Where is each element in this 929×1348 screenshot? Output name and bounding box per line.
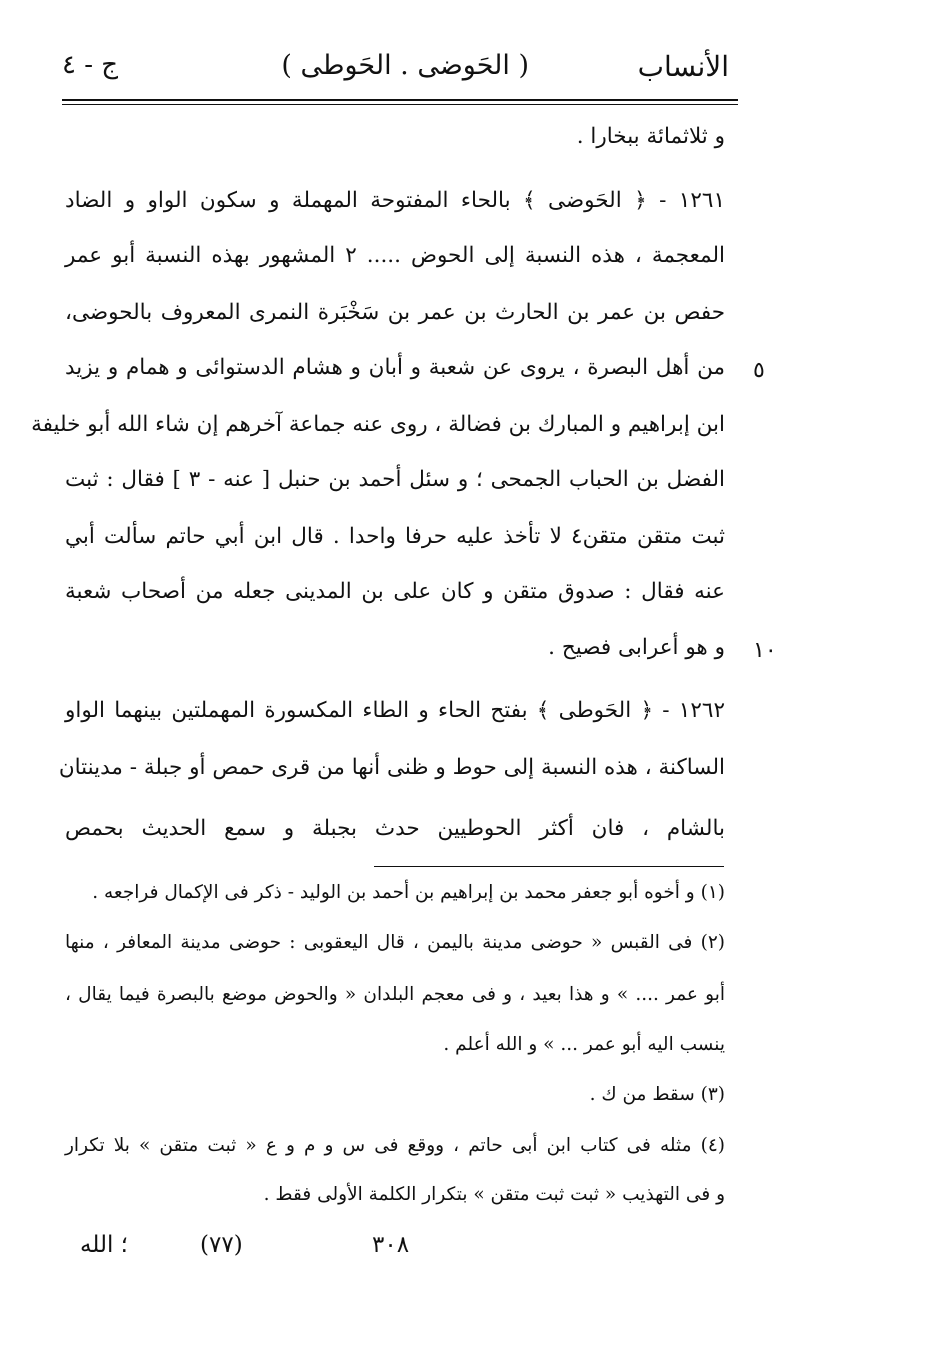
footnote-4-line-1: (٤) مثله فى كتاب ابن أبى حاتم ، ووقع فى س و م و ع « ثبت متقن » بلا تكرار [65, 1135, 725, 1156]
text-line-11: ١٢٦٢ - ﴿ الحَوطى ﴾ بفتح الحاء و الطاء المكسورة المهملتين بينهما الواو [65, 698, 725, 723]
running-header-book-title: الأنساب [637, 50, 729, 83]
running-header-volume: ج - ٤ [62, 50, 119, 80]
line-number-10: ١٠ [753, 638, 777, 663]
text-line-12: الساكنة ، هذه النسبة إلى حوط و ظنى أنها من قرى حمص أو جبلة - مدينتان [58, 755, 725, 780]
footnote-2-line-1: (٢) فى القبس « حوضى مدينة باليمن ، قال اليعقوبى : حوضى مدينة المعافر ، منها [65, 932, 725, 953]
text-line-4: حفص بن عمر بن الحارث بن عمر بن سَخْبَرة النمرى المعروف بالحوضى، [65, 300, 725, 325]
page-number: ٣٠٨ [372, 1232, 410, 1258]
footnote-2-line-2: أبو عمر .... » و هذا بعيد ، و فى معجم البلدان « والحوض موضع بالبصرة فيما يقال ، [65, 984, 725, 1005]
line-number-5: ٥ [753, 358, 765, 383]
footer-mark: ؛ الله [80, 1232, 128, 1258]
footnote-separator [374, 866, 724, 867]
footnote-4-line-2: و فى التهذيب « ثبت ثبت متقن » بتكرار الكلمة الأولى فقط . [263, 1184, 725, 1205]
footnote-1: (١) و أخوه أبو جعفر محمد بن إبراهيم بن أحمد بن الوليد - ذكر فى الإكمال فراجعه . [92, 882, 725, 903]
header-rule-thick [62, 99, 738, 101]
text-line-5: من أهل البصرة ، يروى عن شعبة و أبان و هشام الدستوائى و همام و يزيد [65, 355, 725, 380]
footer-signature: (٧٧) [200, 1232, 243, 1258]
footnote-3: (٣) سقط من ك . [589, 1084, 725, 1105]
footnote-2-line-3: ينسب اليه أبو عمر ... » و الله أعلم . [443, 1034, 725, 1055]
text-line-10: و هو أعرابى فصيح . [548, 635, 725, 660]
text-line-8: ثبت متقن متقن٤ لا تأخذ عليه حرفا واحدا . قال ابن أبي حاتم سألت أبي [65, 524, 725, 549]
text-line-13: بالشام ، فان أكثر الحوطيين حدث بجبلة و سمع الحديث بحمص [65, 816, 725, 841]
text-line-7: الفضل بن الحباب الجمحى ؛ و سئل أحمد بن حنبل [ عنه - ٣ ] فقال : ثبت [65, 467, 725, 492]
header-rule-thin [62, 104, 738, 105]
text-line-3: المعجمة ، هذه النسبة إلى الحوض ..... ٢ المشهور بهذه النسبة أبو عمر [65, 243, 725, 268]
text-line-6: ابن إبراهيم و المبارك بن فضالة ، روى عنه جماعة آخرهم إن شاء الله أبو خليفة [31, 412, 725, 437]
running-header-entries: ( الحَوضى . الحَوطى ) [281, 50, 529, 81]
text-line-2: ١٢٦١ - ﴿ الحَوضى ﴾ بالحاء المفتوحة المهملة و سكون الواو و الضاد [65, 188, 725, 213]
text-line-1: و ثلاثمائة ببخارا . [576, 124, 725, 149]
text-line-9: عنه فقال : صدوق متقن و كان على بن المدينى جعله من أصحاب شعبة [65, 579, 725, 604]
